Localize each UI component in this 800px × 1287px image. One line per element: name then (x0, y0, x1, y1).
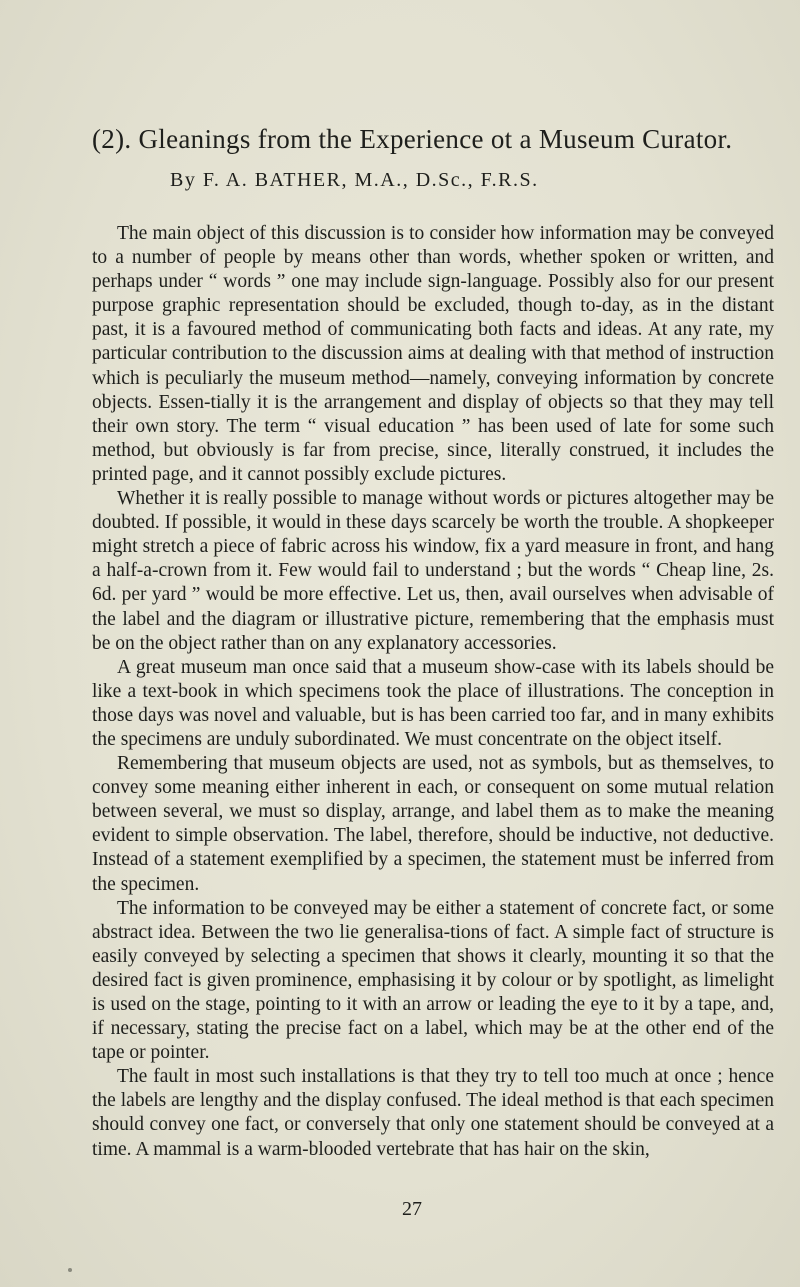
paper-speck (68, 1268, 72, 1272)
paragraph: A great museum man once said that a museum show-case with its labels should be like a text-book in which specimens took the place of illustrations. The conception in those days was novel and valuable, but is has been carried too far, and in many exhibits the specimens are unduly subordinated. We must concentrate on the object itself. (92, 656, 774, 750)
page-number: 27 (402, 1198, 422, 1220)
paragraph: The main object of this discussion is to consider how information may be conveyed to a number of people by means other than words, whether spoken or written, and perhaps under “ words ” one may include sign-language. Possibly also for our present purpose graphic representation should be excluded, though to-day, as in the distant past, it is a favoured method of communicating both facts and ideas. At any rate, my particular contribution to the discussion aims at dealing with that method of instruction which is peculiarly the museum method—namely, conveying information by concrete objects. Essen-tially it is the arrangement and display of objects so that they may tell their own story. The term “ visual education ” has been used of late for some such method, but obviously is far from precise, since, literally construed, it includes the printed page, and it cannot possibly exclude pictures. (92, 223, 774, 485)
article-body (92, 222, 774, 1162)
paragraph: The information to be conveyed may be either a statement of concrete fact, or some abstract idea. Between the two lie generalisa-tions of fact. A simple fact of structure is easily conveyed by selecting a specimen that shows it clearly, mounting it so that the desired fact is given prominence, emphasising it by colour or by spotlight, as limelight is used on the stage, pointing to it with an arrow or leading the eye to it by a tape, and, if necessary, stating the precise fact on a label, which may be at the other end of the tape or pointer. (92, 897, 774, 1064)
author-byline: By F. A. BATHER, M.A., D.Sc., F.R.S. (170, 169, 539, 191)
paragraph: The fault in most such installations is that they try to tell too much at once ; hence the labels are lengthy and the display confused. The ideal method is that each specimen should convey one fact, or conversely that only one statement should be conveyed at a time. A mammal is a warm-blooded vertebrate that has hair on the skin, (92, 1066, 774, 1160)
paragraph: Whether it is really possible to manage without words or pictures altogether may be doubted. If possible, it would in these days scarcely be worth the trouble. A shopkeeper might stretch a piece of fabric across his window, fix a yard measure in front, and hang a half-a-crown from it. Few would fail to understand ; but the words “ Cheap line, 2s. 6d. per yard ” would be more effective. Let us, then, avail ourselves when advisable of the label and the diagram or illustrative picture, remembering that the emphasis must be on the object rather than on any explanatory accessories. (92, 488, 774, 654)
article-heading: (2). Gleanings from the Experience ot a Museum Curator. (92, 124, 733, 154)
paragraph: Remembering that museum objects are used, not as symbols, but as themselves, to convey some meaning either inherent in each, or consequent on some mutual relation between several, we must so display, arrange, and label them as to make the meaning evident to simple observation. The label, therefore, should be inductive, not deductive. Instead of a statement exemplified by a specimen, the statement must be inferred from the specimen. (92, 753, 774, 895)
